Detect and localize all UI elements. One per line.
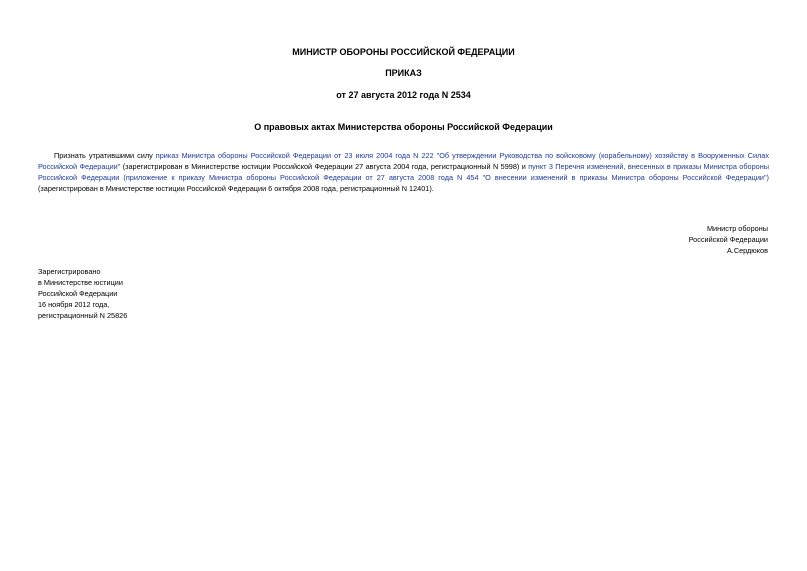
signature-name: А.Сердюков — [726, 246, 768, 255]
registration-number: регистрационный N 25826 — [38, 311, 128, 320]
paragraph-text-b: (зарегистрирован в Министерстве юстиции Российской Федерации 27 августа 2004 года, регистрационный N 5998) и — [120, 162, 529, 171]
registration-line-2: в Министерстве юстиции — [38, 278, 123, 287]
signature-block — [689, 223, 768, 256]
main-paragraph — [38, 150, 769, 194]
paragraph-text-c: (зарегистрирован в Министерстве юстиции Российской Федерации 6 октября 2008 года, регистрационный N 12401). — [38, 184, 434, 193]
registration-line-1: Зарегистрировано — [38, 267, 101, 276]
registration-line-3: Российской Федерации — [38, 289, 118, 298]
date-number-line: от 27 августа 2012 года N 2534 — [336, 90, 471, 100]
document-title: О правовых актах Министерства обороны Российской Федерации — [254, 122, 553, 132]
paragraph-text-a: Признать утратившими силу — [54, 151, 156, 160]
registration-date: 16 ноября 2012 года, — [38, 300, 110, 309]
doc-type-heading: ПРИКАЗ — [385, 68, 422, 78]
list-of-changes-link[interactable]: пункт 3 Перечня изменений, внесенных в приказы Министра обороны Российской Федерации (приложение к приказу Министра обороны Российской Федерации от 27 августа 2008 года N 454 "О внесении изменений в приказы Министра обороны Российской Федерации") — [38, 162, 769, 182]
order-222-link[interactable]: приказ Министра обороны Российской Федерации от 23 июля 2004 года N 222 "Об утверждении Руководства по войсковому (корабельному) хозяйству в Вооруженных Силах Российской Федерации" — [38, 151, 769, 171]
ministry-heading: МИНИСТР ОБОРОНЫ РОССИЙСКОЙ ФЕДЕРАЦИИ — [292, 47, 515, 57]
signature-org: Российской Федерации — [688, 235, 768, 244]
signature-position: Министр обороны — [706, 224, 768, 233]
registration-block — [38, 266, 127, 321]
